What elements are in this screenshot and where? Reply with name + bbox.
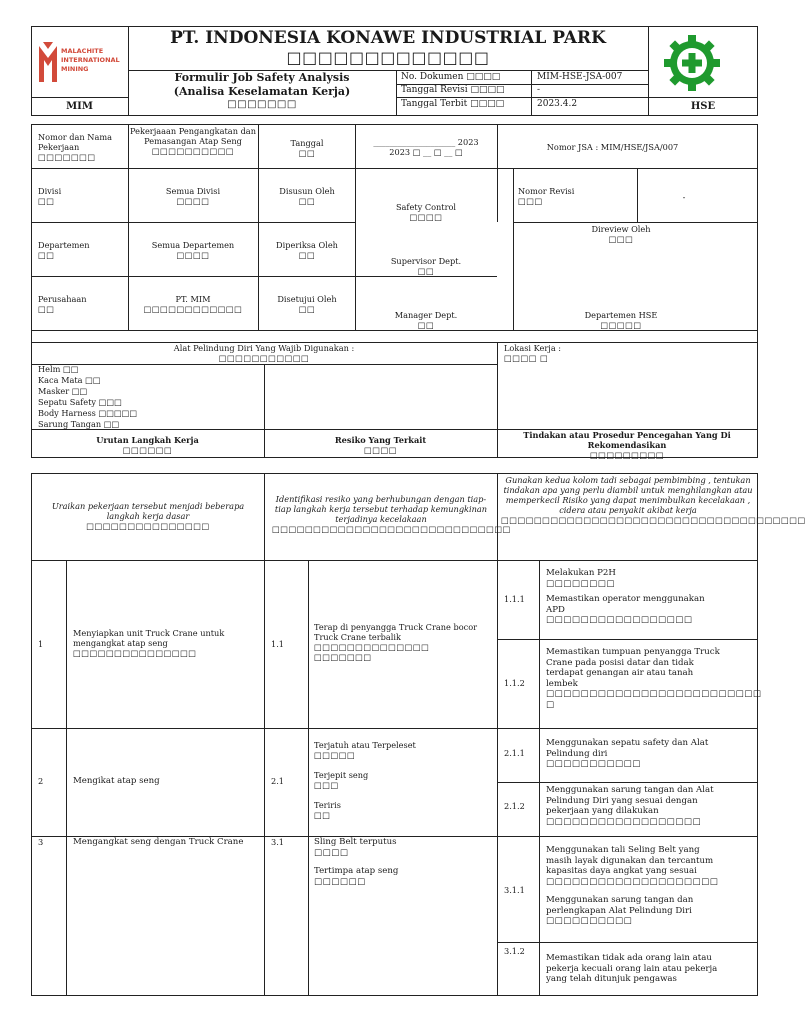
location-label-cjk: □□□□ □	[504, 353, 549, 363]
company-name-cjk: □□□□□□□□□□□□□	[286, 48, 490, 67]
form-subtitle: (Analisa Keselamatan Kerja)	[173, 85, 351, 98]
row2-risk3: Teriris	[314, 800, 341, 810]
checked-label-cjk: □□	[298, 250, 316, 260]
hse-dept-cjk: □□□□□	[600, 320, 642, 330]
ppe-item-gloves: Sarung Tangan □□	[38, 419, 120, 429]
steps-desc-cjk: □□□□□□□□□□□□□□□	[86, 521, 210, 531]
prepared-label-cjk: □□	[298, 196, 316, 206]
reviewed-label: Direview Oleh	[591, 224, 651, 234]
col-steps-cjk: □□□□□□	[122, 445, 173, 455]
ppe-title: Alat Pelindung Diri Yang Wajib Digunakan :	[173, 343, 355, 353]
row3-action1-text-cjk: □□□□□□□□□□□□□□□□□□□□	[546, 876, 719, 887]
row2-risk-no: 2.1	[271, 776, 285, 786]
company-value: PT. MIM	[175, 294, 211, 304]
ppe-item-glasses: Kaca Mata □□	[38, 375, 101, 385]
department-value: Semua Departemen	[151, 240, 235, 250]
actions-desc-cjk: □□□□□□□□□□□□□□□□□□□□□□□□□□□□□□□□□□□□□	[501, 515, 806, 525]
col-risks-cjk: □□□□	[364, 445, 397, 455]
job-value: Pekerjaaan Pengangkatan dan Pemasangan Atap Seng	[130, 126, 256, 146]
row1-no: 1	[38, 639, 44, 649]
col-risks: Resiko Yang Terkait	[334, 435, 427, 445]
row2-action1-no: 2.1.1	[504, 748, 525, 758]
row2-action1-text-cjk: □□□□□□□□□□□	[546, 759, 641, 769]
risks-desc-cjk: □□□□□□□□□□□□□□□□□□□□□□□□□□□□□	[272, 524, 511, 534]
ppe-item-helmet: Helm □□	[38, 364, 79, 374]
ppe-item-harness: Body Harness □□□□□	[38, 408, 138, 418]
company-logo	[35, 38, 125, 88]
row1-action2-no: 1.1.2	[504, 678, 525, 688]
row3-risk1-cjk: □□□□	[314, 847, 349, 858]
row3-action2-text: Memastikan tidak ada orang lain atau pekerja kecuali orang lain atau pekerja yang telah ditunjuk pengawas	[546, 953, 718, 984]
form-title: Formulir Job Safety Analysis	[174, 71, 350, 84]
job-value-cjk: □□□□□□□□□□	[151, 146, 235, 156]
ppe-title-cjk: □□□□□□□□□□□	[218, 353, 310, 363]
division-label-cjk: □□	[38, 196, 55, 206]
revision-value: -	[682, 192, 686, 202]
row3-risk2: Tertimpa atap seng	[314, 866, 399, 876]
row1-action2-text: Memastikan tumpuan penyangga Truck Crane pada posisi datar dan tidak terdapat genangan air atau tanah lembek	[546, 647, 720, 689]
jsa-number: Nomor JSA : MIM/HSE/JSA/007	[546, 142, 679, 152]
company-label-cjk: □□	[38, 304, 55, 314]
approved-label: Disetujui Oleh	[277, 294, 337, 304]
safety-cross-icon	[661, 32, 723, 94]
revision-date-value: -	[537, 85, 541, 95]
department-label: Departemen	[38, 240, 90, 250]
safety-logo	[661, 32, 723, 94]
row3-risk-no: 3.1	[271, 837, 285, 847]
row1-action1-text: Melakukan P2H	[546, 568, 616, 578]
row1-action1-text2-cjk: □□□□□□□□□□□□□□□□□	[546, 615, 693, 625]
division-value: Semua Divisi	[165, 186, 221, 196]
row3-action1-text: Menggunakan tali Seling Belt yang masih layak digunakan dan tercantum kapasitas daya angkat yang sesuai	[546, 845, 714, 876]
doc-number-value: MIM-HSE-JSA-007	[537, 72, 623, 82]
row3-action1-text2-cjk: □□□□□□□□□□	[546, 916, 633, 926]
row2-step: Mengikat atap seng	[73, 776, 160, 786]
right-code: HSE	[690, 101, 716, 112]
row2-action2-text: Menggunakan sarung tangan dan Alat Pelindung Diri yang sesuai dengan pekerjaan yang dilakukan	[546, 785, 714, 816]
prepared-value-cjk: □□□□	[409, 212, 443, 222]
date-value[interactable]: ____________________ 2023	[373, 137, 479, 147]
job-label: Nomor dan Nama Pekerjaan	[38, 132, 112, 152]
reviewed-label-cjk: □□□	[608, 234, 634, 244]
ppe-item-mask: Masker □□	[38, 386, 88, 396]
row2-action2-text-cjk: □□□□□□□□□□□□□□□□□□	[546, 816, 702, 827]
ppe-item-shoes: Sepatu Safety □□□	[38, 397, 122, 407]
prepared-label: Disusun Oleh	[279, 186, 335, 196]
row1-risk: Terap di penyangga Truck Crane bocor Truck Crane terbalik	[314, 622, 478, 642]
steps-desc: Uraikan pekerjaan tersebut menjadi beberapa langkah kerja dasar	[51, 501, 245, 521]
row3-risk1: Sling Belt terputus	[314, 837, 397, 847]
row3-action2-no: 3.1.2	[504, 946, 525, 956]
row2-no: 2	[38, 776, 44, 786]
col-actions: Tindakan atau Prosedur Pencegahan Yang Di Rekomendasikan	[523, 430, 731, 450]
row1-action1-text2: Memastikan operator menggunakan APD	[546, 594, 705, 615]
approved-value-cjk: □□	[417, 320, 435, 330]
division-value-cjk: □□□□	[176, 196, 210, 206]
location-label: Lokasi Kerja :	[504, 343, 562, 353]
checked-value: Supervisor Dept.	[390, 256, 462, 266]
revision-label: Nomor Revisi	[518, 186, 575, 196]
row1-action1-text-cjk: □□□□□□□□	[546, 578, 615, 589]
row2-risk1: Terjatuh atau Terpeleset	[314, 740, 416, 750]
issue-date-label: Tanggal Terbit □□□□	[401, 99, 505, 109]
approved-label-cjk: □□	[298, 304, 316, 314]
row1-action1-no: 1.1.1	[504, 594, 525, 604]
job-label-cjk: □□□□□□□	[38, 152, 96, 162]
row3-risk2-cjk: □□□□□□	[314, 876, 366, 887]
date-value-cjk[interactable]: 2023 □ __ □ __ □	[389, 147, 463, 157]
row3-action1-no: 3.1.1	[504, 885, 525, 895]
date-label: Tanggal	[290, 138, 324, 148]
issue-date-value: 2023.4.2	[537, 99, 578, 109]
malachite-logo-icon	[37, 40, 59, 84]
row2-risk2: Terjepit seng	[314, 770, 369, 780]
row2-risk2-cjk: □□□	[314, 780, 339, 790]
row1-step-cjk: □□□□□□□□□□□□□□□	[73, 648, 197, 658]
left-code: MIM	[66, 101, 93, 112]
approved-value: Manager Dept.	[394, 310, 458, 320]
checked-label: Diperiksa Oleh	[276, 240, 338, 250]
department-label-cjk: □□	[38, 250, 55, 260]
row2-risk3-cjk: □□	[314, 810, 331, 820]
checked-value-cjk: □□	[417, 266, 435, 276]
row3-step: Mengangkat seng dengan Truck Crane	[73, 837, 244, 847]
date-label-cjk: □□	[298, 148, 316, 158]
logo-line-3: MINING	[61, 65, 89, 73]
row1-action2-text-cjk: □□□□□□□□□□□□□□□□□□□□□□□□□ □	[546, 689, 762, 710]
row3-action1-text2: Menggunakan sarung tangan dan perlengkapan Alat Pelindung Diri	[546, 895, 694, 916]
revision-label-cjk: □□□	[518, 196, 543, 206]
company-name: PT. INDONESIA KONAWE INDUSTRIAL PARK	[170, 28, 606, 48]
logo-line-1: MALACHITE	[61, 47, 104, 55]
row1-risk-no: 1.1	[271, 639, 285, 649]
row2-action1-text: Menggunakan sepatu safety dan Alat Pelindung diri	[546, 738, 709, 759]
row1-step: Menyiapkan unit Truck Crane untuk mengangkat atap seng	[73, 628, 225, 648]
revision-date-label: Tanggal Revisi □□□□	[401, 85, 505, 95]
col-steps: Urutan Langkah Kerja	[96, 435, 199, 445]
form-title-cjk: □□□□□□□	[227, 99, 297, 110]
row2-action2-no: 2.1.2	[504, 801, 525, 811]
department-value-cjk: □□□□	[176, 250, 210, 260]
actions-desc: Gunakan kedua kolom tadi sebagai pembimbing , tentukan tindakan apa yang perlu diambil untuk menghilangkan atau memperkecil Risiko yang dapat menimbulkan kecelakaan , cidera atau penyakit akibat kerja	[503, 475, 753, 515]
row2-risk1-cjk: □□□□□	[314, 750, 356, 760]
division-label: Divisi	[38, 186, 62, 196]
row1-risk-cjk: □□□□□□□□□□□□□□ □□□□□□□	[314, 642, 430, 662]
logo-line-2: INTERNATIONAL	[61, 56, 120, 64]
risks-desc: Identifikasi resiko yang berhubungan dengan tiap-tiap langkah kerja tersebut terhadap kemungkinan terjadinya kecelakaan	[274, 494, 488, 524]
col-actions-cjk: □□□□□□□□□	[589, 450, 665, 460]
doc-number-label: No. Dokumen □□□□	[401, 72, 501, 82]
company-label: Perusahaan	[38, 294, 87, 304]
prepared-value: Safety Control	[395, 202, 457, 212]
hse-dept: Departemen HSE	[584, 310, 658, 320]
company-value-cjk: □□□□□□□□□□□□	[143, 304, 243, 314]
row3-no: 3	[38, 837, 44, 847]
